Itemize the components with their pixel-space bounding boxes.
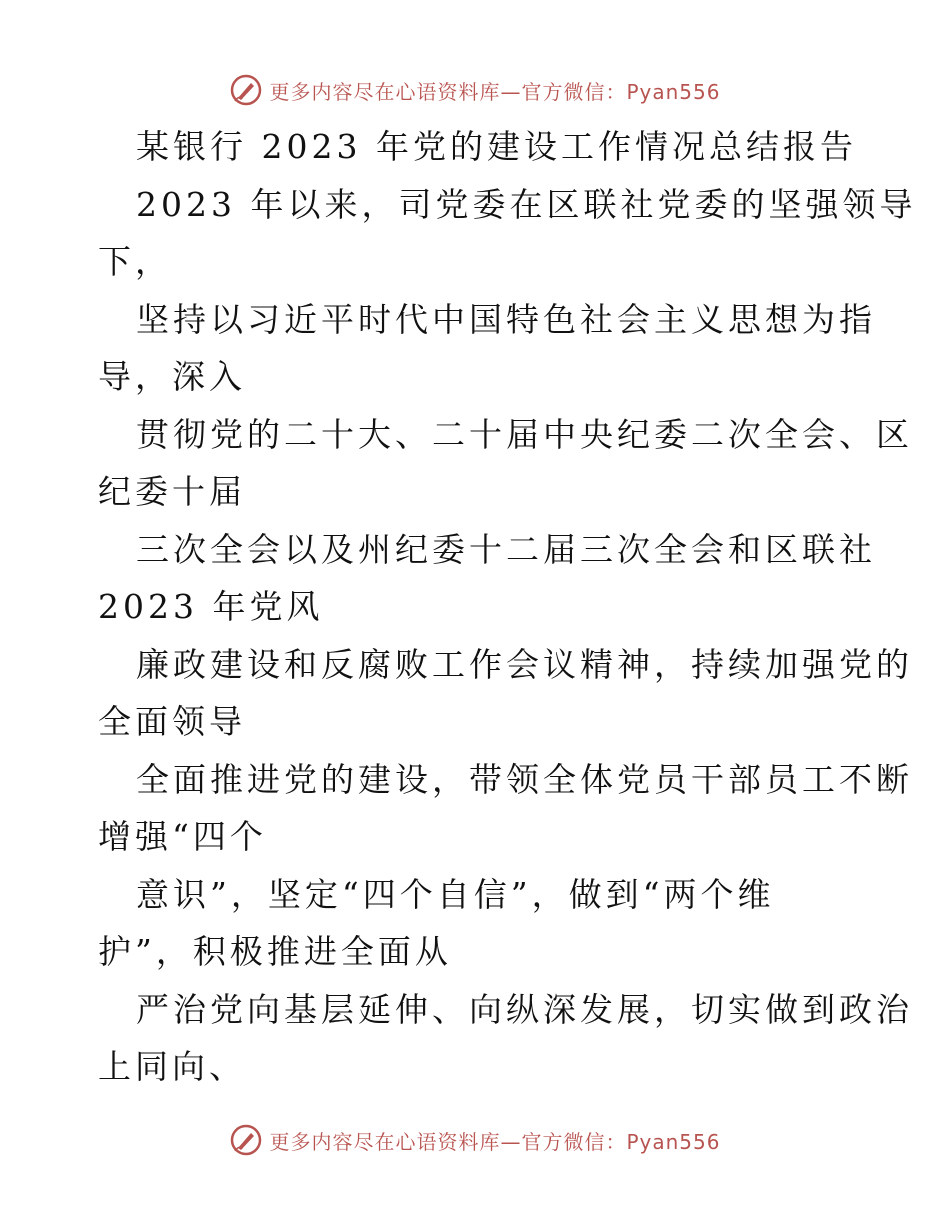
text-line: 全面领导 xyxy=(98,702,246,741)
footer-watermark-banner xyxy=(0,1120,950,1160)
text-line: 坚持以习近平时代中国特色社会主义思想为指 xyxy=(136,299,876,339)
watermark-text: 更多内容尽在心语资料库—官方微信：Pyan556 xyxy=(269,79,721,104)
text-line: 全面推进党的建设，带领全体党员干部员工不断 xyxy=(136,759,913,799)
text-line: 纪委十届 xyxy=(98,472,246,511)
text-line: 某银行 2023 年党的建设工作情况总结报告 xyxy=(136,127,857,166)
text-line: 上同向、 xyxy=(98,1047,246,1086)
document-body xyxy=(98,118,917,1096)
text-line: 意识”，坚定“四个自信”，做到“两个维 xyxy=(136,874,775,914)
text-line: 严治党向基层延伸、向纵深发展，切实做到政治 xyxy=(136,989,913,1029)
text-line: 下， xyxy=(98,242,172,281)
text-line: 三次全会以及州纪委十二届三次全会和区联社 xyxy=(136,529,876,569)
text-line: 2023 年党风 xyxy=(98,587,324,626)
text-line: 导，深入 xyxy=(98,357,246,396)
pen-logo-icon xyxy=(229,1123,263,1157)
text-line: 廉政建设和反腐败工作会议精神，持续加强党的 xyxy=(136,644,913,684)
pen-logo-icon xyxy=(229,73,263,107)
text-line: 增强“四个 xyxy=(98,817,267,856)
text-line: 贯彻党的二十大、二十届中央纪委二次全会、区 xyxy=(136,414,913,454)
watermark-text: 更多内容尽在心语资料库—官方微信：Pyan556 xyxy=(269,1129,721,1154)
text-line: 护”，积极推进全面从 xyxy=(98,932,452,971)
header-watermark-banner xyxy=(0,70,950,110)
text-line: 2023 年以来，司党委在区联社党委的坚强领导 xyxy=(136,184,917,224)
